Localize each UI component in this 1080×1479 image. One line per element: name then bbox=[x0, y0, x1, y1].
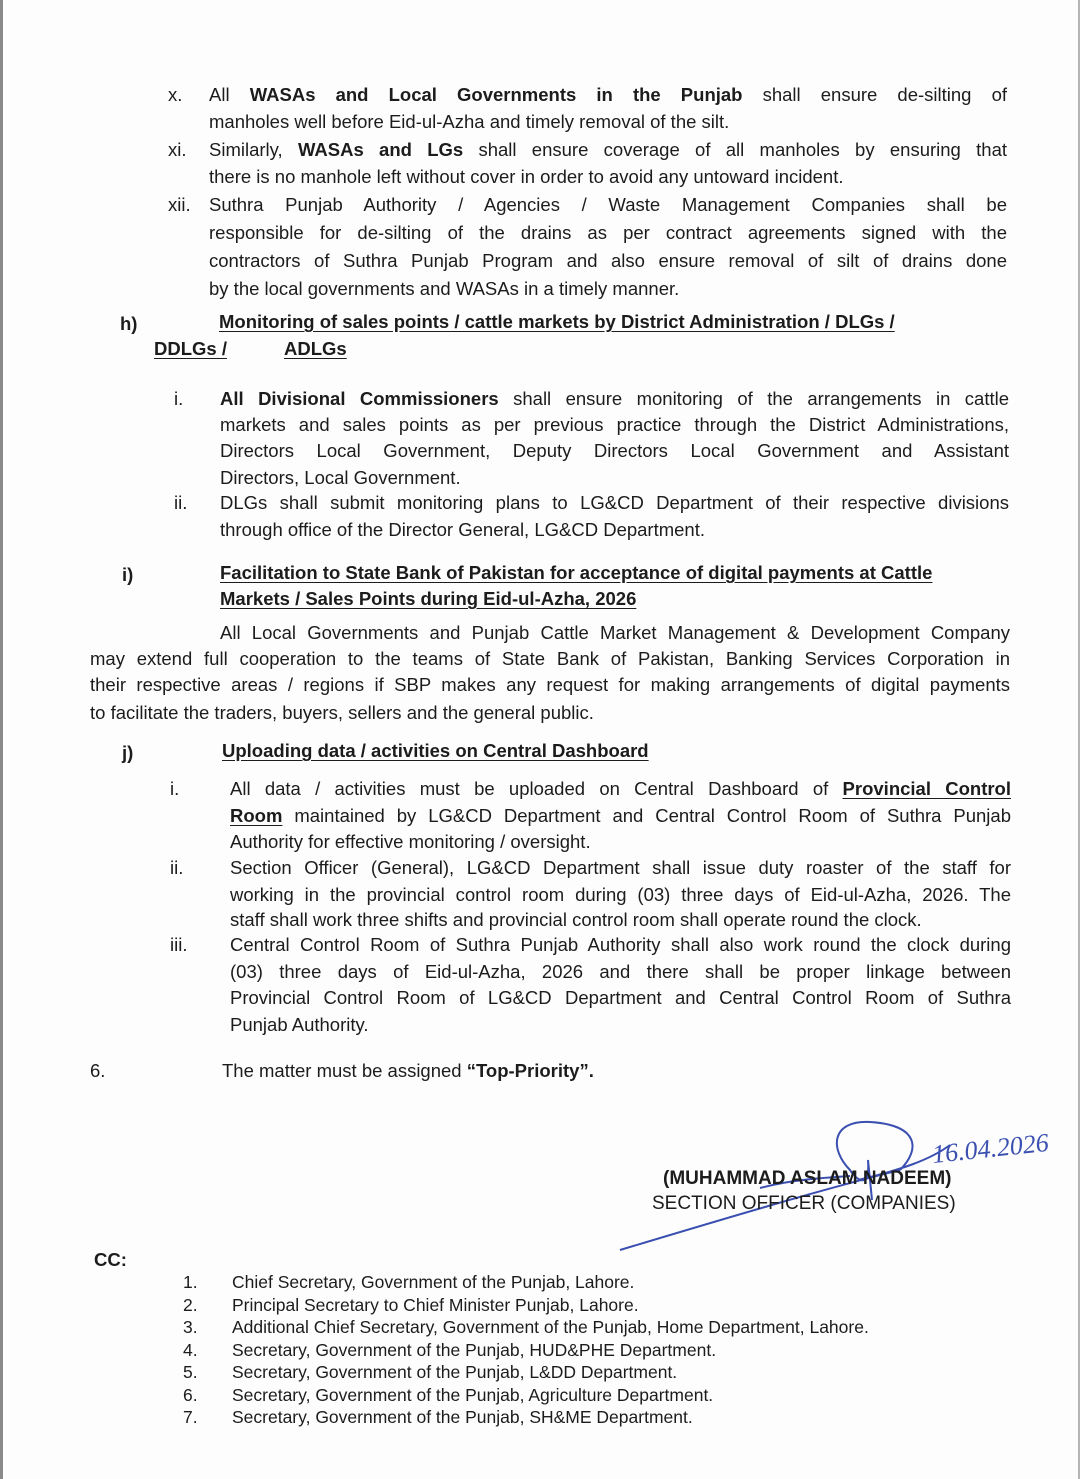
para6-number: 6. bbox=[90, 1060, 106, 1081]
cc-item-text: Secretary, Government of the Punjab, HUD&PHE Department. bbox=[232, 1339, 717, 1360]
section-j-item-line: Punjab Authority. bbox=[230, 1014, 369, 1035]
section-h-item-line: Directors Local Government, Deputy Directors Local Government and Assistant bbox=[220, 440, 1009, 461]
section-h-item-line: DLGs shall submit monitoring plans to LG&CD Department of their respective divisions bbox=[220, 492, 1009, 513]
section-j-item-line: (03) three days of Eid-ul-Azha, 2026 and there shall be proper linkage between bbox=[230, 961, 1011, 982]
cc-item-number: 6. bbox=[183, 1384, 198, 1405]
cc-item-number: 5. bbox=[183, 1362, 198, 1382]
para6-text-plain: The matter must be assigned bbox=[222, 1060, 467, 1081]
cc-item-number: 7. bbox=[183, 1407, 198, 1427]
section-j-item-line: Room maintained by LG&CD Department and Central Control Room of Suthra Punjab bbox=[230, 805, 1011, 826]
section-h-item-line: through office of the Director General, LG&CD Department. bbox=[220, 519, 706, 540]
section-j-label: j) bbox=[122, 742, 134, 763]
section-j-item-line: staff shall work three shifts and provincial control room shall operate round the clock. bbox=[230, 909, 922, 930]
section-g-item-line: there is no manhole left without cover in order to avoid any untoward incident. bbox=[209, 166, 844, 187]
section-j-item-line: Section Officer (General), LG&CD Department shall issue duty roaster of the staff for bbox=[230, 857, 1011, 878]
cc-item-text: Secretary, Government of the Punjab, Agriculture Department. bbox=[232, 1384, 714, 1405]
section-h-label: h) bbox=[120, 313, 138, 334]
section-j-heading: Uploading data / activities on Central Dashboard bbox=[222, 740, 649, 761]
section-j-item-line: Central Control Room of Suthra Punjab Authority shall also work round the clock during bbox=[230, 934, 1011, 955]
section-j-item-number: iii. bbox=[170, 934, 188, 955]
cc-item-number: 3. bbox=[183, 1317, 198, 1337]
section-j-item-line: working in the provincial control room during (03) three days of Eid-ul-Azha, 2026. The bbox=[230, 884, 1011, 905]
section-g-item-number: x. bbox=[168, 84, 183, 105]
section-i-label: i) bbox=[122, 564, 134, 585]
section-h-item-line: markets and sales points as per previous practice through the District Administrations, bbox=[220, 414, 1009, 435]
section-h-heading-line2a: DDLGs / bbox=[154, 338, 227, 359]
section-j-item-line: Authority for effective monitoring / oversight. bbox=[230, 831, 591, 852]
para6-text-bold: “Top-Priority”. bbox=[466, 1060, 594, 1081]
section-g-item-number: xi. bbox=[168, 139, 187, 160]
cc-item-text: Secretary, Government of the Punjab, L&DD Department. bbox=[232, 1362, 678, 1382]
section-g-item-line: contractors of Suthra Punjab Program and also ensure removal of silt of drains done bbox=[209, 250, 1007, 271]
signatory-title: SECTION OFFICER (COMPANIES) bbox=[652, 1193, 956, 1214]
cc-item-number: 4. bbox=[183, 1339, 198, 1360]
section-i-heading-line1: Facilitation to State Bank of Pakistan for acceptance of digital payments at Cattle bbox=[220, 562, 933, 583]
section-g-item-line: by the local governments and WASAs in a timely manner. bbox=[209, 278, 680, 299]
handwritten-signature-icon bbox=[600, 1110, 1080, 1270]
section-h-item-number: ii. bbox=[174, 492, 188, 513]
section-i-paragraph-line: All Local Governments and Punjab Cattle Market Management & Development Company bbox=[220, 622, 1010, 643]
section-h-heading-line1: Monitoring of sales points / cattle markets by District Administration / DLGs / bbox=[219, 311, 895, 332]
cc-label: CC: bbox=[94, 1249, 127, 1270]
cc-item-number: 2. bbox=[183, 1294, 198, 1315]
section-j-item-number: i. bbox=[170, 778, 180, 799]
signature-date: 16.04.2026 bbox=[930, 1127, 1051, 1169]
section-h-heading-line2b: ADLGs bbox=[284, 338, 347, 359]
cc-item-number: 1. bbox=[183, 1272, 198, 1292]
section-i-heading-line2: Markets / Sales Points during Eid-ul-Azha, 2026 bbox=[220, 588, 637, 609]
cc-item-text: Secretary, Government of the Punjab, SH&ME Department. bbox=[232, 1407, 693, 1427]
section-j-item-number: ii. bbox=[170, 857, 184, 878]
cc-item-text: Additional Chief Secretary, Government of the Punjab, Home Department, Lahore. bbox=[232, 1317, 869, 1337]
section-i-paragraph-line: their respective areas / regions if SBP makes any request for making arrangements of digital payments bbox=[90, 674, 1010, 695]
section-g-item-line: manholes well before Eid-ul-Azha and timely removal of the silt. bbox=[209, 111, 730, 132]
section-h-item-line: Directors, Local Government. bbox=[220, 467, 461, 488]
cc-item-text: Chief Secretary, Government of the Punjab, Lahore. bbox=[232, 1272, 635, 1292]
scan-edge-left bbox=[0, 0, 3, 1479]
section-h-item-line: All Divisional Commissioners shall ensure monitoring of the arrangements in cattle bbox=[220, 388, 1010, 409]
section-g-item-line: Suthra Punjab Authority / Agencies / Waste Management Companies shall be bbox=[209, 194, 1007, 215]
section-i-paragraph-line: may extend full cooperation to the teams of State Bank of Pakistan, Banking Services Corporation in bbox=[90, 648, 1010, 669]
section-j-item-line: Provincial Control Room of LG&CD Department and Central Control Room of Suthra bbox=[230, 987, 1011, 1008]
section-i-paragraph-line: to facilitate the traders, buyers, sellers and the general public. bbox=[90, 702, 594, 723]
section-g-item-line: responsible for de-silting of the drains as per contract agreements signed with the bbox=[209, 222, 1007, 243]
para6-text bbox=[222, 1060, 594, 1082]
cc-item-text: Principal Secretary to Chief Minister Punjab, Lahore. bbox=[232, 1294, 639, 1315]
section-g-item-number: xii. bbox=[168, 194, 191, 215]
section-h-item-number: i. bbox=[174, 388, 184, 409]
signatory-name: (MUHAMMAD ASLAM NADEEM) bbox=[663, 1168, 952, 1189]
section-g-item-line: All WASAs and Local Governments in the Punjab shall ensure de-silting of bbox=[209, 84, 1008, 105]
section-g-item-line: Similarly, WASAs and LGs shall ensure coverage of all manholes by ensuring that bbox=[209, 139, 1007, 160]
section-j-item-line: All data / activities must be uploaded on Central Dashboard of Provincial Control bbox=[230, 778, 1012, 799]
